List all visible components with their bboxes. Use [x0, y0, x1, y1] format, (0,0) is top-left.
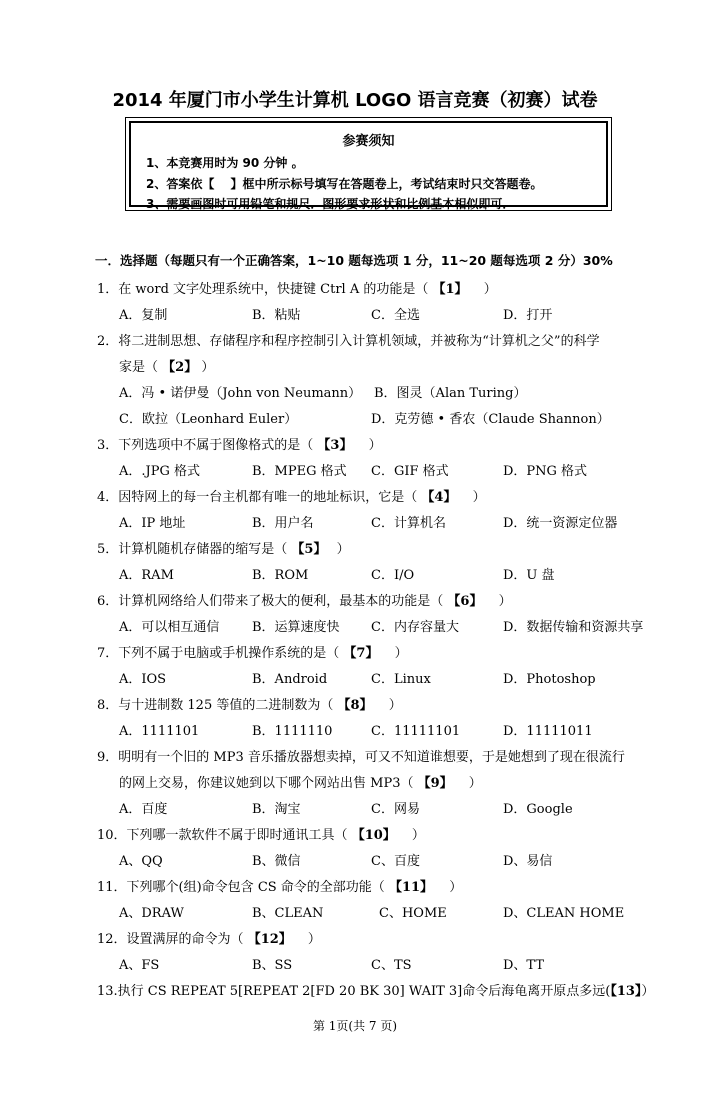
question-text: 家是（: [119, 360, 159, 375]
answer-blank: 【12】: [247, 932, 292, 947]
question-text: 12．设置满屏的命令为（: [97, 932, 244, 947]
question-text: 6．计算机网络给人们带来了极大的便利，最基本的功能是（: [97, 594, 444, 609]
exam-title: 2014 年厦门市小学生计算机 LOGO 语言竞赛（初赛）试卷: [112, 90, 598, 111]
question-close: ）: [641, 984, 655, 999]
answer-blank: 【9】: [417, 776, 453, 791]
question-close: ）: [336, 542, 350, 557]
option-d: D．打开: [503, 308, 553, 323]
question-text: 的网上交易，你建议她到以下哪个网站出售 MP3（: [119, 776, 414, 791]
option-d: D．U 盘: [503, 568, 555, 583]
option-a: A、DRAW: [119, 906, 184, 921]
answer-blank: 【2】: [162, 360, 198, 375]
option-a: A．IOS: [119, 672, 167, 687]
option-b: B、SS: [252, 958, 293, 973]
option-b: B．用户名: [252, 516, 314, 531]
option-c: C．全选: [371, 308, 420, 323]
notice-heading: 参赛须知: [342, 134, 395, 149]
option-c: C．GIF 格式: [371, 464, 449, 479]
option-c: C．欧拉（Leonhard Euler）: [119, 412, 298, 427]
option-b: B．运算速度快: [252, 620, 340, 635]
option-c: C．11111101: [371, 724, 461, 739]
question-text: 10．下列哪一款软件不属于即时通讯工具（: [97, 828, 348, 843]
question-text: 1．在 word 文字处理系统中，快捷键 Ctrl A 的功能是（: [97, 282, 429, 297]
question-4: [97, 486, 486, 505]
answer-blank: 【11】: [388, 880, 434, 895]
answer-blank: 【6】: [447, 594, 483, 609]
option-c: C．计算机名: [371, 516, 446, 531]
notice-inner-frame: [129, 121, 608, 211]
option-d: D．Google: [503, 802, 573, 817]
notice-line-3: 3、需要画图时可用铅笔和规尺．图形要求形状和比例基本相似即可．: [146, 197, 515, 211]
option-b: B．ROM: [252, 568, 309, 583]
option-a: A．可以相互通信: [119, 620, 220, 635]
question-8: [97, 694, 402, 713]
question-close: ）: [449, 880, 463, 895]
question-text: 3．下列选项中不属于图像格式的是（: [97, 438, 314, 453]
option-c: C．I/O: [371, 568, 415, 583]
option-c: C．Linux: [371, 672, 431, 687]
option-c: C、HOME: [379, 906, 447, 921]
section-heading: 一．选择题（每题只有一个正确答案，1~10 题每选项 1 分，11~20 题每选项 2 分）30%: [95, 253, 613, 268]
option-a: A．冯 • 诺伊曼（John von Neumann）: [119, 386, 362, 401]
option-a: A、QQ: [119, 854, 163, 869]
option-b: B．图灵（Alan Turing）: [374, 386, 527, 401]
option-d: D、CLEAN HOME: [503, 906, 625, 921]
question-close: ）: [483, 282, 497, 297]
question-close: ）: [368, 438, 382, 453]
answer-blank: 【8】: [337, 698, 373, 713]
option-d: D．PNG 格式: [503, 464, 588, 479]
question-close: ）: [388, 698, 402, 713]
option-d: D．11111011: [503, 724, 593, 739]
question-3: [97, 434, 382, 453]
question-text: 7．下列不属于电脑或手机操作系统的是（: [97, 646, 340, 661]
question-12: [97, 928, 321, 947]
question-11: [97, 876, 462, 895]
option-b: B．Android: [252, 672, 328, 687]
option-b: B、CLEAN: [252, 906, 324, 921]
option-a: A．IP 地址: [119, 516, 186, 531]
question-7: [97, 642, 408, 661]
page-footer: 第 1页(共 7 页): [312, 1019, 398, 1033]
answer-blank: 【4】: [421, 490, 457, 505]
question-close: ）: [394, 646, 408, 661]
option-d: D．Photoshop: [503, 672, 596, 687]
question-9-continuation: [119, 772, 482, 791]
question-2-continuation: [119, 356, 214, 375]
question-text: 11．下列哪个(组)命令包含 CS 命令的全部功能（: [97, 880, 385, 895]
answer-blank: 【3】: [317, 438, 353, 453]
option-b: B．1111110: [252, 724, 333, 739]
option-a: A．复制: [119, 308, 168, 323]
notice-box: [125, 117, 612, 211]
notice-line-1: 1、本竞赛用时为 90 分钟 。: [146, 156, 304, 170]
question-2: 2．将二进制思想、存储程序和程序控制引入计算机领域，并被称为“计算机之父”的科学: [97, 334, 600, 349]
option-b: B．粘贴: [252, 308, 301, 323]
option-d: D、易信: [503, 854, 553, 869]
question-1: [97, 278, 497, 297]
option-a: A．百度: [119, 802, 168, 817]
option-d: D．数据传输和资源共享: [503, 620, 644, 635]
option-a: A．.JPG 格式: [119, 464, 200, 479]
option-d: D、TT: [503, 958, 545, 973]
question-text: 13.执行 CS REPEAT 5[REPEAT 2[FD 20 BK 30] WAIT 3]命令后海龟离开原点多远(: [97, 984, 611, 999]
option-c: C、TS: [371, 958, 412, 973]
answer-blank: 【5】: [291, 542, 327, 557]
option-a: A、FS: [119, 958, 160, 973]
option-d: D．克劳德 • 香农（Claude Shannon）: [371, 412, 610, 427]
question-10: [97, 824, 425, 843]
answer-blank: 【1】: [432, 282, 468, 297]
option-a: A．RAM: [119, 568, 174, 583]
option-a: A．1111101: [119, 724, 200, 739]
option-c: C．内存容量大: [371, 620, 459, 635]
question-13: [97, 980, 654, 999]
question-close: ）: [307, 932, 321, 947]
question-close: ）: [472, 490, 486, 505]
answer-blank: 【10】: [351, 828, 396, 843]
option-d: D．统一资源定位器: [503, 516, 618, 531]
question-text: 4．因特网上的每一台主机都有唯一的地址标识，它是（: [97, 490, 418, 505]
question-close: ）: [498, 594, 512, 609]
question-6: [97, 590, 512, 609]
answer-blank: 【13】: [610, 984, 642, 999]
question-close: ）: [411, 828, 425, 843]
option-b: B．淘宝: [252, 802, 301, 817]
answer-blank: 【7】: [343, 646, 379, 661]
option-c: C．网易: [371, 802, 420, 817]
question-text: 8．与十进制数 125 等值的二进制数为（: [97, 698, 334, 713]
question-text: 5．计算机随机存储器的缩写是（: [97, 542, 288, 557]
question-5: [97, 538, 350, 557]
option-b: B．MPEG 格式: [252, 464, 347, 479]
question-close: ）: [468, 776, 482, 791]
question-close: ）: [201, 360, 215, 375]
question-9: 9．明明有一个旧的 MP3 音乐播放器想卖掉，可又不知道谁想要，于是她想到了现在很流行: [97, 750, 625, 765]
notice-line-2: 2、答案依【 】框中所示标号填写在答题卷上，考试结束时只交答题卷。: [146, 177, 543, 191]
option-c: C、百度: [371, 854, 420, 869]
option-b: B、微信: [252, 854, 301, 869]
